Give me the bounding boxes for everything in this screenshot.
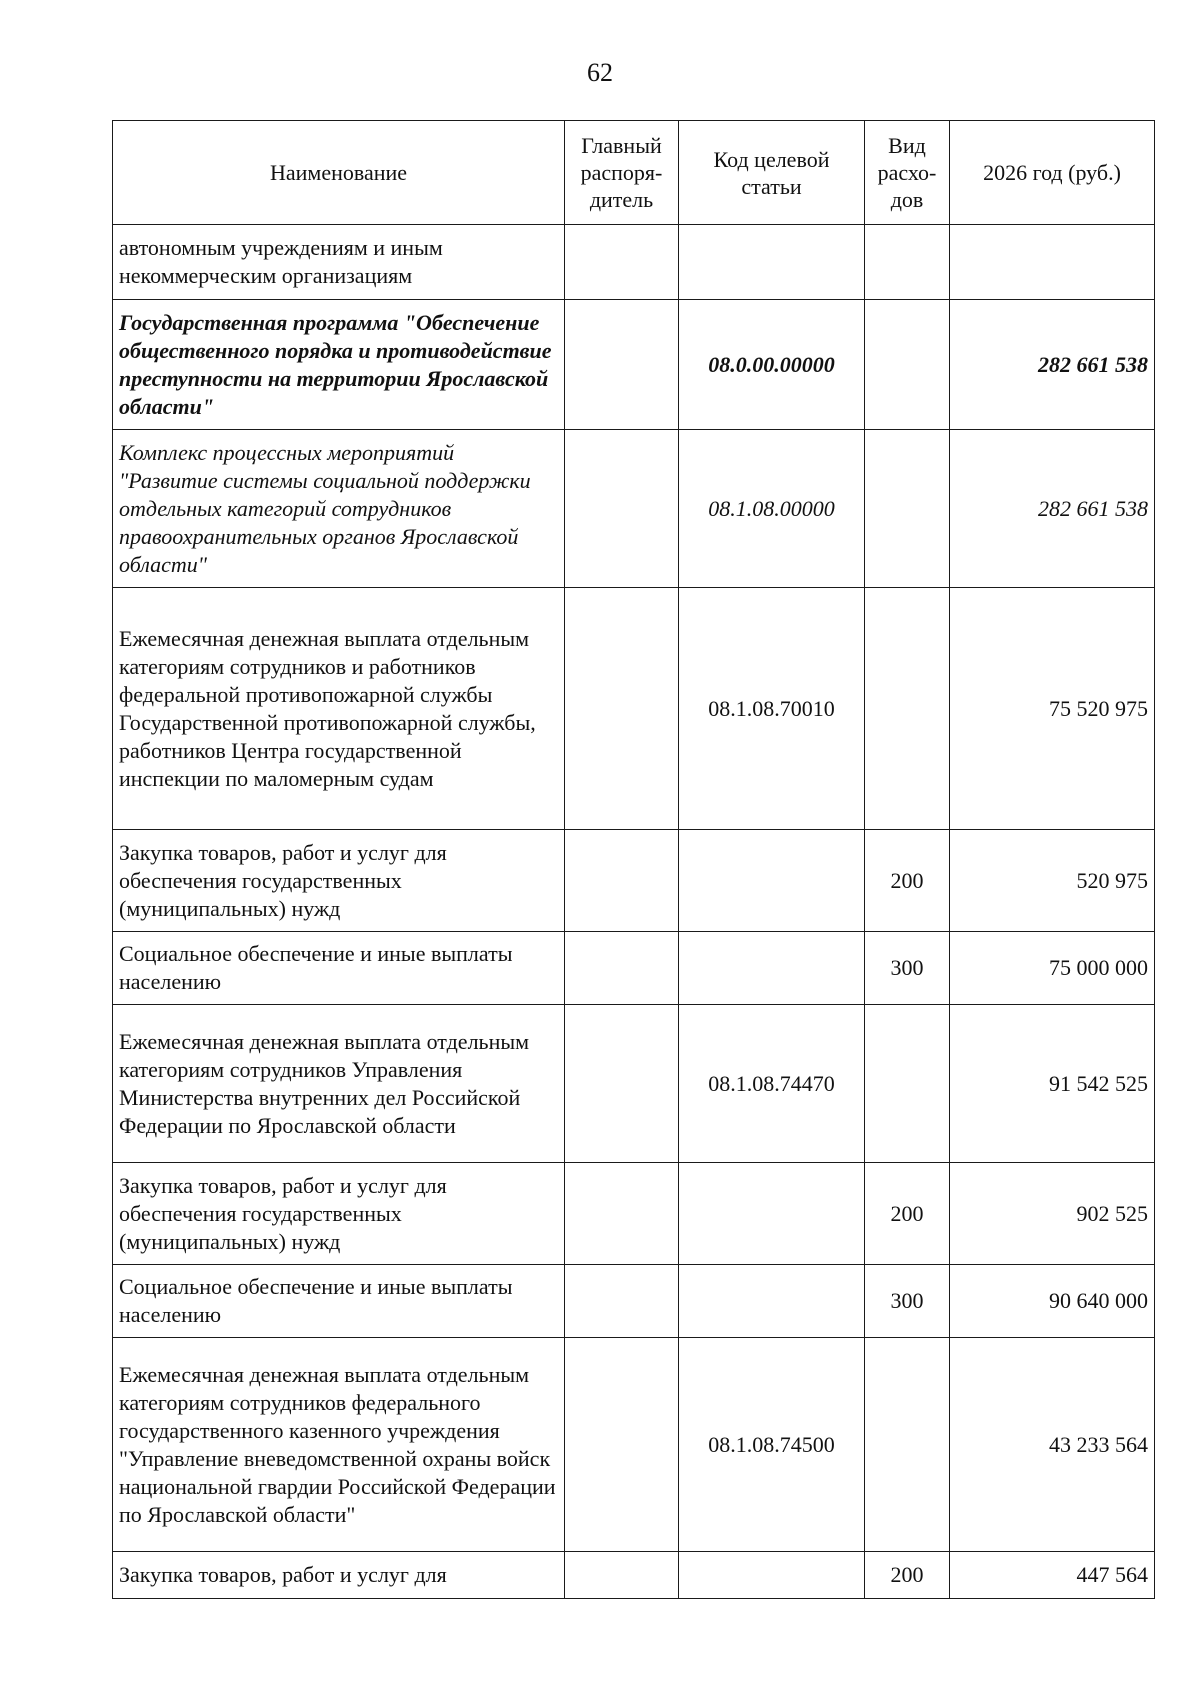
row-administrator: [565, 225, 679, 300]
page-number: 62: [587, 58, 613, 87]
row-type: [865, 300, 950, 430]
header-target-code: Код целевой статьи: [679, 121, 865, 225]
row-administrator: [565, 1005, 679, 1163]
row-type: [865, 1338, 950, 1552]
row-amount: 282 661 538: [950, 300, 1155, 430]
row-type: [865, 1005, 950, 1163]
row-amount: 520 975: [950, 830, 1155, 932]
table-row: [113, 830, 1155, 932]
row-amount: 282 661 538: [950, 430, 1155, 588]
row-code: [679, 830, 865, 932]
row-amount: 75 520 975: [950, 588, 1155, 830]
row-name: Социальное обеспечение и иные выплаты населению: [113, 932, 565, 1005]
table-row: [113, 588, 1155, 830]
budget-table: [112, 120, 1155, 1599]
row-administrator: [565, 430, 679, 588]
row-code: [679, 1552, 865, 1599]
row-code: 08.1.08.70010: [679, 588, 865, 830]
row-amount: 447 564: [950, 1552, 1155, 1599]
header-administrator: Главный распоря-дитель: [565, 121, 679, 225]
row-code: 08.1.08.74470: [679, 1005, 865, 1163]
row-name: Закупка товаров, работ и услуг для обеспечения государственных (муниципальных) нужд: [113, 830, 565, 932]
row-type: 300: [865, 1265, 950, 1338]
row-amount: 91 542 525: [950, 1005, 1155, 1163]
row-administrator: [565, 830, 679, 932]
row-administrator: [565, 932, 679, 1005]
table-row-complex: [113, 430, 1155, 588]
row-type: 200: [865, 1163, 950, 1265]
row-code: 08.1.08.00000: [679, 430, 865, 588]
table-row: [113, 1338, 1155, 1552]
row-administrator: [565, 1163, 679, 1265]
row-name: Ежемесячная денежная выплата отдельным категориям сотрудников Управления Министерства внутренних дел Российской Федерации по Ярославской области: [113, 1005, 565, 1163]
table-row: [113, 1552, 1155, 1599]
row-amount: 902 525: [950, 1163, 1155, 1265]
table-row: [113, 1163, 1155, 1265]
row-name: автономным учреждениям и иным некоммерческим организациям: [113, 225, 565, 300]
row-code: 08.1.08.74500: [679, 1338, 865, 1552]
row-name: Закупка товаров, работ и услуг для обеспечения государственных (муниципальных) нужд: [113, 1163, 565, 1265]
row-amount: 75 000 000: [950, 932, 1155, 1005]
table-row: [113, 1005, 1155, 1163]
row-administrator: [565, 300, 679, 430]
row-name: Государственная программа "Обеспечение общественного порядка и противодействие преступности на территории Ярославской области": [113, 300, 565, 430]
row-amount: 90 640 000: [950, 1265, 1155, 1338]
row-code: [679, 225, 865, 300]
row-code: 08.0.00.00000: [679, 300, 865, 430]
row-code: [679, 1265, 865, 1338]
row-name: Комплекс процессных мероприятий "Развитие системы социальной поддержки отдельных категорий сотрудников правоохранительных органов Ярославской области": [113, 430, 565, 588]
table-header-row: [113, 121, 1155, 225]
row-amount: 43 233 564: [950, 1338, 1155, 1552]
row-type: 300: [865, 932, 950, 1005]
row-administrator: [565, 1265, 679, 1338]
table-row: [113, 225, 1155, 300]
row-name: Социальное обеспечение и иные выплаты населению: [113, 1265, 565, 1338]
table-row-program: [113, 300, 1155, 430]
header-expense-type: Вид расхо-дов: [865, 121, 950, 225]
row-type: [865, 430, 950, 588]
row-administrator: [565, 1552, 679, 1599]
table-row: [113, 932, 1155, 1005]
row-type: [865, 588, 950, 830]
row-code: [679, 1163, 865, 1265]
row-name: Ежемесячная денежная выплата отдельным категориям сотрудников и работников федеральной противопожарной службы Государственной противопожарной службы, работников Центра государственной инспекции по маломерным судам: [113, 588, 565, 830]
row-name: Ежемесячная денежная выплата отдельным категориям сотрудников федерального государственного казенного учреждения "Управление вневедомственной охраны войск национальной гвардии Российской Федерации по Ярославской области": [113, 1338, 565, 1552]
row-administrator: [565, 1338, 679, 1552]
row-type: 200: [865, 830, 950, 932]
row-type: [865, 225, 950, 300]
row-administrator: [565, 588, 679, 830]
table-row: [113, 1265, 1155, 1338]
row-name: Закупка товаров, работ и услуг для: [113, 1552, 565, 1599]
row-amount: [950, 225, 1155, 300]
row-code: [679, 932, 865, 1005]
row-type: 200: [865, 1552, 950, 1599]
header-name: Наименование: [113, 121, 565, 225]
header-year-2026: 2026 год (руб.): [950, 121, 1155, 225]
